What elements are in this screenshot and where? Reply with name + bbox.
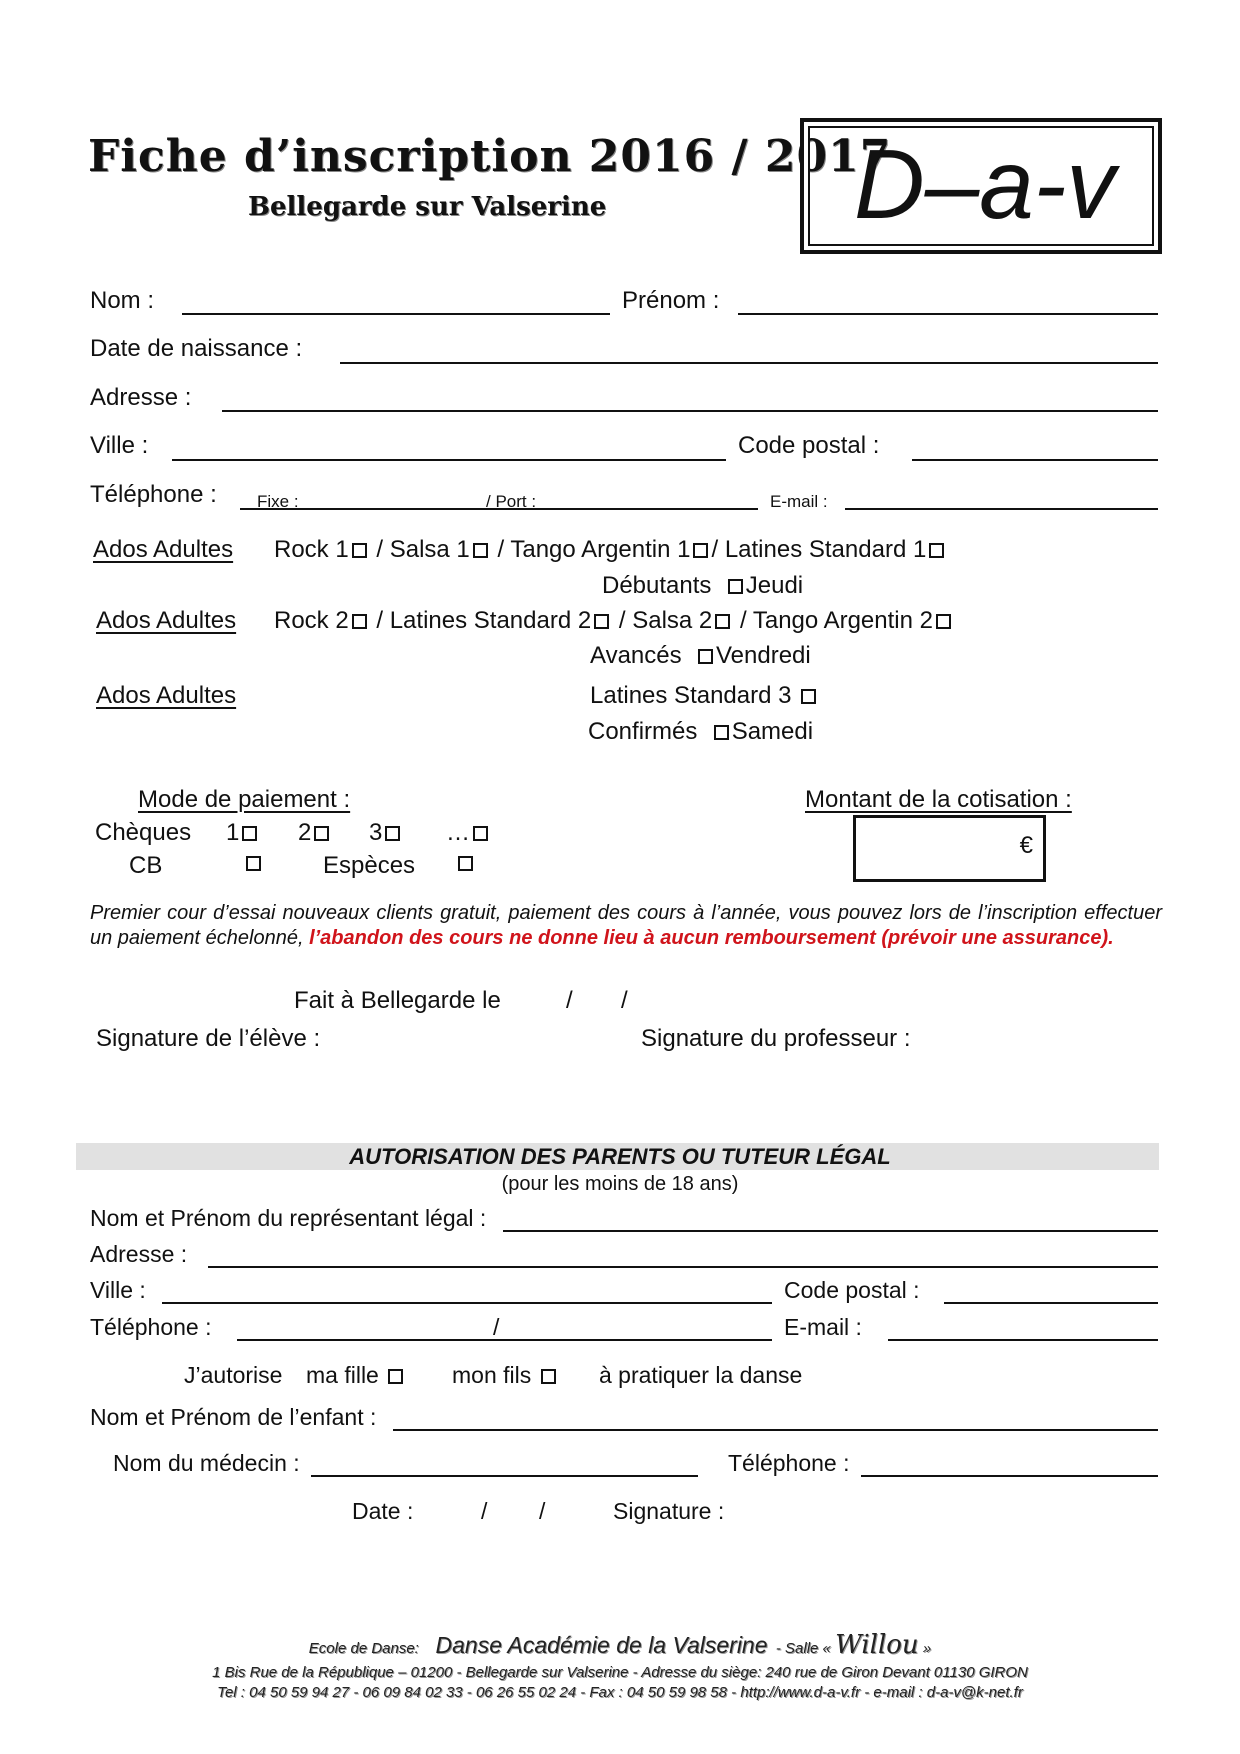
mon-fils-checkbox[interactable] (541, 1369, 556, 1384)
mon-fils-option: mon fils (452, 1361, 559, 1389)
email-label: E-mail : (770, 492, 828, 511)
course-group-label-1: Ados Adultes (93, 536, 234, 563)
footer-school-line (0, 1630, 1240, 1664)
level-avances: Avancés (590, 642, 682, 669)
level-confirmes: Confirmés (588, 718, 698, 745)
nom-label: Nom : (90, 287, 155, 314)
footer-salle-end: » (922, 1640, 932, 1657)
day-jeudi: Jeudi (745, 572, 804, 599)
course-latines-2: / Latines Standard 2 (376, 607, 592, 634)
payment-note (90, 901, 1162, 951)
note-text: Premier cour d’essai nouveaux clients gratuit, paiement des cours à l’année, vous pouvez lors de l’inscription effectuer un paiement échelonné, (90, 902, 1162, 949)
parent-code-postal-field[interactable] (944, 1302, 1158, 1304)
course-tango-1: / Tango Argentin 1 (497, 536, 691, 563)
cheque-3-checkbox[interactable] (385, 826, 400, 841)
latines-3-checkbox[interactable] (801, 689, 816, 704)
course-rock-2: Rock 2 (274, 607, 349, 634)
ma-fille-checkbox[interactable] (388, 1369, 403, 1384)
cb-checkbox[interactable] (246, 856, 261, 871)
parent-adresse-label: Adresse : (90, 1241, 188, 1267)
cheque-option-2: 2 (298, 819, 332, 847)
parent-date-slash-2: / (539, 1498, 546, 1524)
montant-field[interactable] (853, 815, 1046, 882)
medecin-label: Nom du médecin : (113, 1450, 300, 1476)
salsa-1-checkbox[interactable] (473, 543, 488, 558)
course-group-label-2: Ados Adultes (96, 607, 237, 634)
telephone-field[interactable] (240, 508, 758, 510)
fait-a-label: Fait à Bellegarde le (294, 987, 501, 1014)
cheque-option-1: 1 (226, 819, 260, 847)
signature-eleve-label: Signature de l’élève : (96, 1025, 321, 1052)
ville-field[interactable] (172, 459, 726, 461)
course-row-1 (274, 536, 947, 564)
cb-label: CB (129, 852, 163, 879)
date-naissance-field[interactable] (340, 362, 1158, 364)
signature-professeur-label: Signature du professeur : (641, 1025, 911, 1052)
parent-date-slash-1: / (481, 1498, 488, 1524)
day-samedi: Samedi (731, 718, 814, 745)
course-row-3 (590, 682, 819, 710)
tango-1-checkbox[interactable] (693, 543, 708, 558)
parent-email-label: E-mail : (784, 1314, 862, 1340)
medecin-telephone-label: Téléphone : (728, 1450, 850, 1476)
parent-signature-label: Signature : (613, 1498, 725, 1524)
rock-2-checkbox[interactable] (352, 614, 367, 629)
debutants-checkbox[interactable] (728, 579, 743, 594)
cheque-1-checkbox[interactable] (242, 826, 257, 841)
course-latines-1: / Latines Standard 1 (711, 536, 927, 563)
rock-1-checkbox[interactable] (352, 543, 367, 558)
ville-label: Ville : (90, 432, 149, 459)
footer-contact: Tel : 04 50 59 94 27 - 06 09 84 02 33 - 06 26 55 02 24 - Fax : 04 50 59 98 58 - http://www.d-a-v.fr - e-mail : d-a-v@k-net.fr (217, 1684, 1023, 1701)
cheque-option-3: 3 (369, 819, 403, 847)
footer-address: 1 Bis Rue de la République – 01200 - Bellegarde sur Valserine - Adresse du siège: 240 rue de Giron Devant 01130 GIRON (212, 1664, 1028, 1681)
adresse-field[interactable] (222, 410, 1158, 412)
medecin-field[interactable] (311, 1475, 698, 1477)
parent-telephone-label: Téléphone : (90, 1314, 212, 1340)
level-debutants: Débutants (602, 572, 712, 599)
email-field[interactable] (845, 508, 1158, 510)
cheque-option-more: … (446, 819, 491, 847)
parents-subheading: (pour les moins de 18 ans) (501, 1173, 739, 1195)
course-group-label-3: Ados Adultes (96, 682, 237, 709)
course-row-2 (274, 607, 954, 635)
salsa-2-checkbox[interactable] (715, 614, 730, 629)
parent-ville-field[interactable] (162, 1302, 772, 1304)
tango-2-checkbox[interactable] (936, 614, 951, 629)
montant-label: Montant de la cotisation : (805, 786, 1072, 813)
especes-checkbox[interactable] (458, 856, 473, 871)
course-tango-2: / Tango Argentin 2 (739, 607, 933, 634)
footer-salle-name: Willou (835, 1630, 919, 1660)
logo-text: D–a-v (854, 129, 1116, 239)
course-rock-1: Rock 1 (274, 536, 349, 563)
pratiquer-label: à pratiquer la danse (599, 1362, 803, 1388)
footer-ecole-label: Ecole de Danse: (308, 1640, 419, 1657)
note-warning: l’abandon des cours ne donne lieu à aucun remboursement (prévoir une assurance). (309, 927, 1114, 949)
euro-symbol: € (1019, 832, 1033, 859)
autorise-label: J’autorise (184, 1362, 283, 1388)
parent-telephone-slash: / (493, 1314, 500, 1340)
cheque-more-checkbox[interactable] (473, 826, 488, 841)
course-salsa-2: / Salsa 2 (618, 607, 713, 634)
adresse-label: Adresse : (90, 384, 192, 411)
especes-label: Espèces (323, 852, 416, 879)
parent-code-postal-label: Code postal : (784, 1277, 920, 1303)
enfant-field[interactable] (393, 1429, 1158, 1431)
footer-ecole-name: Danse Académie de la Valserine (435, 1632, 768, 1658)
level-row-1 (602, 572, 803, 600)
mode-paiement-label: Mode de paiement : (138, 786, 351, 813)
prenom-field[interactable] (738, 313, 1158, 315)
latines-2-checkbox[interactable] (594, 614, 609, 629)
parent-email-field[interactable] (888, 1339, 1158, 1341)
page-subtitle: Bellegarde sur Valserine (248, 192, 607, 222)
level-row-3 (588, 718, 813, 746)
representant-field[interactable] (503, 1230, 1158, 1232)
parents-heading: AUTORISATION DES PARENTS OU TUTEUR LÉGAL (349, 1144, 891, 1169)
cheque-2-checkbox[interactable] (314, 826, 329, 841)
date-slash-2: / (621, 987, 628, 1014)
code-postal-field[interactable] (912, 459, 1158, 461)
code-postal-label: Code postal : (738, 432, 880, 459)
footer-salle-label: - Salle « (775, 1640, 831, 1657)
enfant-label: Nom et Prénom de l’enfant : (90, 1404, 377, 1430)
logo (800, 118, 1162, 254)
parent-date-label: Date : (352, 1498, 414, 1524)
ma-fille-option: ma fille (306, 1361, 406, 1389)
representant-label: Nom et Prénom du représentant légal : (90, 1205, 487, 1231)
course-latines-3: Latines Standard 3 (590, 682, 792, 709)
parent-ville-label: Ville : (90, 1277, 146, 1303)
medecin-telephone-field[interactable] (861, 1475, 1158, 1477)
prenom-label: Prénom : (622, 287, 720, 314)
course-salsa-1: / Salsa 1 (376, 536, 470, 563)
nom-field[interactable] (182, 313, 610, 315)
parent-telephone-field[interactable] (237, 1339, 772, 1341)
telephone-label: Téléphone : (90, 481, 217, 508)
date-slash-1: / (566, 987, 573, 1014)
avances-checkbox[interactable] (698, 649, 713, 664)
page-title: Fiche d’inscription 2016 / 2017 (88, 131, 892, 182)
confirmes-checkbox[interactable] (714, 725, 729, 740)
cheques-label: Chèques (95, 819, 192, 846)
day-vendredi: Vendredi (715, 642, 811, 669)
port-label: / Port : (486, 492, 537, 511)
level-row-2 (590, 642, 811, 670)
fixe-label: Fixe : (257, 492, 299, 511)
date-naissance-label: Date de naissance : (90, 335, 303, 362)
latines-1-checkbox[interactable] (929, 543, 944, 558)
parent-adresse-field[interactable] (208, 1266, 1158, 1268)
